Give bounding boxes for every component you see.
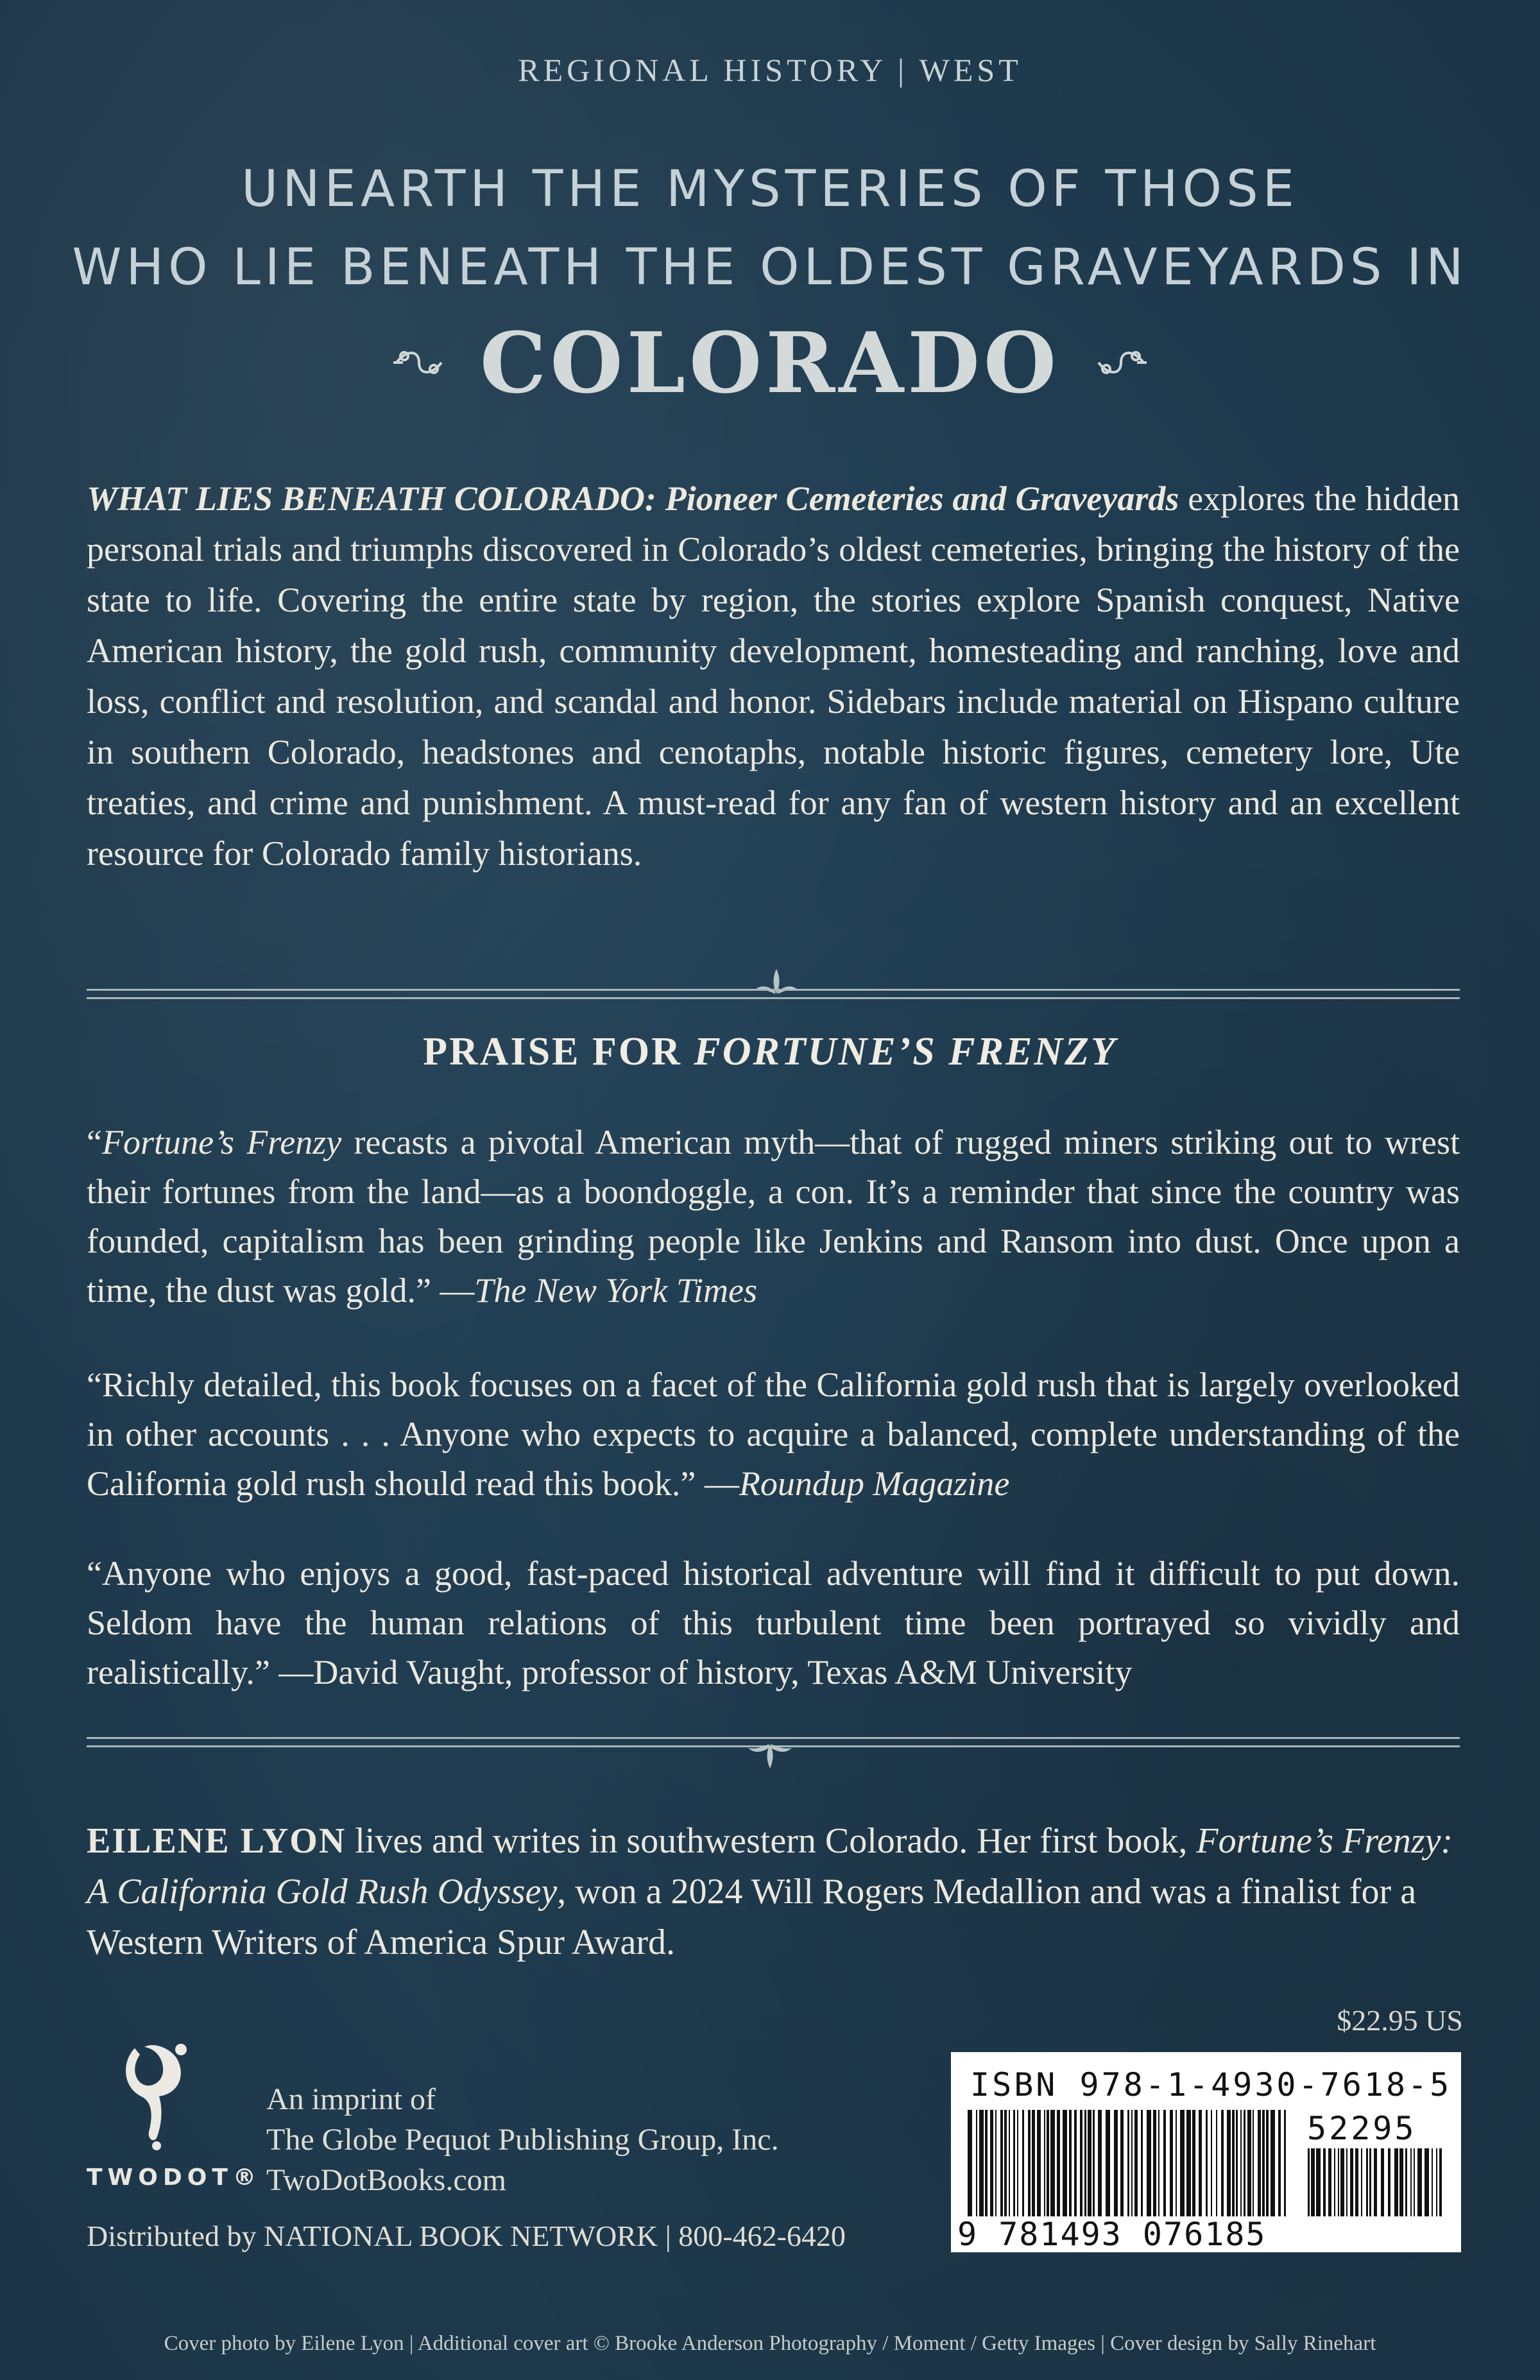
description-body: explores the hidden personal trials and triumphs discovered in Colorado’s oldest cemeteries, bringing the history of the state to life. Covering the entire state by region, the stories explore Spanish conquest, Native American history, the gold rush, community development, homesteading and ranching, love and loss, conflict and resolution, and scandal and honor. Sidebars include material on Hispano culture in southern Colorado, headstones and cenotaphs, notable historic figures, cemetery lore, Ute treaties, and crime and punishment. A must-read for any fan of western history and an excellent resource for Colorado family historians. xyxy=(87,479,1460,873)
twodot-logo-icon xyxy=(116,2035,193,2151)
author-name: EILENE LYON xyxy=(87,1821,346,1861)
author-bio-text: lives and writes in southwestern Colorado. Her first book, xyxy=(346,1821,1197,1861)
barcode-bars-addon xyxy=(1308,2148,1446,2216)
praise-quote xyxy=(87,1549,1460,1697)
isbn-digits: 9 781493 076185 xyxy=(957,2216,1267,2253)
right-flourish-icon xyxy=(1092,343,1150,382)
imprint-line-1: An imprint of xyxy=(266,2082,436,2116)
headline-line-1: UNEARTH THE MYSTERIES OF THOSE xyxy=(241,160,1299,218)
quote-text: “Richly detailed, this book focuses on a facet of the California gold rush that is largely overlooked in other accounts . . . Anyone who expects to acquire a balanced, complete understanding of the California gold rush should read this book.” — xyxy=(87,1366,1460,1503)
quote-source: Roundup Magazine xyxy=(739,1464,1010,1503)
imprint-line-2: The Globe Pequot Publishing Group, Inc. xyxy=(266,2123,779,2157)
isbn-barcode xyxy=(951,2052,1461,2252)
price: $22.95 US xyxy=(1337,2004,1463,2037)
state-title-row xyxy=(0,311,1540,414)
book-title: WHAT LIES BENEATH COLORADO: Pioneer Cemeteries and Graveyards xyxy=(87,479,1179,518)
publisher-logo-wordmark: TWODOT® xyxy=(87,2164,261,2191)
praise-heading xyxy=(0,1029,1540,1075)
distributor-line: Distributed by NATIONAL BOOK NETWORK | 800-462-6420 xyxy=(87,2220,846,2252)
barcode-bars-main xyxy=(968,2110,1288,2216)
left-flourish-icon xyxy=(390,343,448,382)
author-bio-text: , won a 2024 Will Rogers Medallion and was a finalist for a Western Writers of America Spur Award. xyxy=(87,1872,1417,1962)
quote-open-mark: “ xyxy=(87,1123,102,1161)
cover-credits: Cover photo by Eilene Lyon | Additional cover art © Brooke Anderson Photography / Moment / Getty Images | Cover design by Sally Rinehart xyxy=(164,2332,1376,2355)
divider-ornament-icon xyxy=(744,1740,796,1772)
author-bio xyxy=(87,1816,1460,1968)
quote-text: “Anyone who enjoys a good, fast-paced historical adventure will find it difficult to put down. Seldom have the human relations of this turbulent time been portrayed so vividly and realistically.” —David Vaught, professor of history, Texas A&M University xyxy=(87,1554,1460,1691)
quote-book-title: Fortune’s Frenzy xyxy=(101,1123,342,1161)
isbn-label: ISBN 978-1-4930-7618-5 xyxy=(970,2066,1452,2103)
barcode-price-code: 52295 xyxy=(1307,2110,1417,2147)
praise-quote xyxy=(87,1360,1460,1509)
category-label: REGIONAL HISTORY | WEST xyxy=(518,52,1022,88)
imprint-info xyxy=(266,2079,844,2200)
author-book-title: Fortune’s Frenzy: A California Gold Rush Odyssey xyxy=(87,1821,1453,1912)
quote-source: The New York Times xyxy=(474,1271,758,1310)
praise-quote xyxy=(87,1118,1460,1315)
headline-line-2: WHO LIE BENEATH THE OLDEST GRAVEYARDS IN xyxy=(72,239,1468,296)
publisher-website: TwoDotBooks.com xyxy=(266,2163,506,2197)
quote-text: recasts a pivotal American myth—that of rugged miners striking out to wrest their fortunes from the land—as a boondoggle, a con. It’s a reminder that since the country was founded, capitalism has been grinding people like Jenkins and Ransom into dust. Once upon a time, the dust was gold.” — xyxy=(87,1123,1460,1310)
praise-heading-prefix: PRAISE FOR xyxy=(423,1030,694,1074)
book-description xyxy=(87,474,1460,879)
state-title: COLORADO xyxy=(479,313,1061,412)
section-divider xyxy=(87,989,1460,999)
praise-heading-title: FORTUNE’S FRENZY xyxy=(694,1030,1117,1074)
